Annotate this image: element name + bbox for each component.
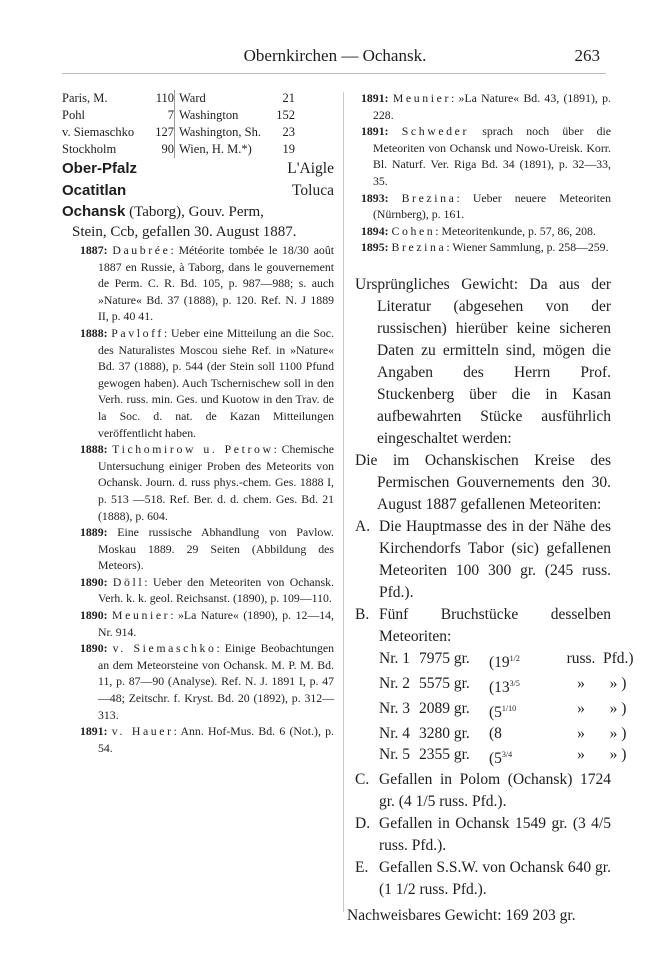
reference-author: Meunier [392,91,451,105]
entry-see: Toluca [292,182,334,199]
reference-text: Ann. Hof-Mus. Bd. 6 (Not.), p. 54. [98,724,334,755]
table-count: 152 [276,108,295,122]
reference-year: 1895: [361,240,392,255]
list-item [355,857,611,901]
running-title: Obernkirchen — Ochansk. [243,46,427,65]
reference-author: Daubrée [112,243,171,257]
fraction: 1/2 [509,653,520,663]
reference-year: 1893: [361,190,402,205]
table-name: Stockholm [62,142,117,156]
reference-text: Ueber neuere Meteoriten (Nürnberg), p. 161. [373,190,611,222]
unit: » ) [609,674,627,692]
table-count: 90 [161,142,174,156]
entry-ochansk [62,202,334,242]
fragment-row [379,648,634,673]
entry-description: Stein, Ccb, gefallen 30. August 1887. [72,224,297,240]
reference-author: Schweder [401,124,470,139]
unit: » [577,724,585,742]
reference-year: 1888: [80,442,113,457]
reference-year: 1891: [361,91,393,105]
reference-year: 1891: [80,724,112,739]
list-item [355,813,611,857]
reference-author: Tichomirow u. Petrow [112,442,274,457]
reference-entry: 1893: Brezina: Ueber neuere Meteoriten (Nürnberg), p. 161. [361,190,611,222]
table-name: Paris, M. [62,91,108,105]
fragment-weight: 5575 gr. [419,674,470,692]
unit: » [577,745,585,763]
fragment-row [379,698,627,723]
reference-text: Météorite tombée le 18/30 août 1887 en Russie, à Taborg, dans le gouvernement de Perm. C. R. Bd. 105, p. 987—988; s. auch »Nature« Bd. 37 (1888), p. 120. Ref. N. J 1889 II, p. 40 41. [98,243,334,324]
reference-text: Chemische Untersuchung einiger Proben des Meteorits von Ochansk. Journ. d. russ phys.-chem. Ges. 1888 I, p. 513 —518. Ref. Ber. d. d. chem. Ges. Bd. 21 (1888), p. 604. [98,442,334,523]
unit: » ) [609,745,627,763]
item-text: Gefallen in Polom (Ochansk) 1724 gr. (4 1/5 russ. Pfd.). [379,770,611,810]
table-name: Washington [179,108,239,122]
fragment-row [379,723,627,744]
fall-intro: Die im Ochanskischen Kreise des Permischen Gouvernements den 30. August 1887 gefallenen Meteoriten: [355,451,611,513]
list-item [355,604,611,648]
reference-author: Cohen [391,223,436,238]
fragment-weight: 2355 gr. [419,745,470,763]
collection-table [62,90,334,158]
left-column [62,90,334,756]
item-label: A. [355,517,371,535]
reference-entry: 1890: Meunier: »La Nature« (1890), p. 12—14, Nr. 914. [80,608,334,639]
fragment-pounds: ($5^{3/4}$ [489,749,513,767]
unit: russ. [566,649,596,667]
reference-author: Brezina [391,240,447,255]
fragment-number: Nr. 1 [379,649,410,667]
entry-ocatitlan [62,180,334,202]
header-rule [62,73,606,74]
reference-text: Ueber den Meteoriten von Ochansk. Verh. k. k. geol. Reichsanst. (1890), p. 109—110. [98,574,334,606]
reference-list [355,90,611,256]
list-item [355,516,611,604]
reference-entry [70,524,334,574]
reference-entry: 1888: Tichomirow u. Petrow: Chemische Untersuchung einiger Proben des Meteorits von Ochansk. Journ. d. russ phys.-chem. Ges. 1888 I, p. 513 —518. Ref. Ber. d. d. chem. Ges. Bd. 21 (1888), p. 604. [80,442,334,523]
fraction: 3/5 [509,678,520,688]
table-name: Ward [179,91,206,105]
reference-year: 1894: [361,223,392,238]
unit: Pfd.) [603,649,634,667]
weight-intro: Ursprüngliches Gewicht: Da aus der Literatur (abgesehen von der russischen) hierüber keine sicheren Daten zu ermitteln sind, mögen die Angaben des Herrn Prof. Stuckenberg über die in Kasan aufbewahrten Stücke ausführlich eingeschaltet werden: [355,275,611,447]
item-label: E. [355,858,369,876]
right-column [347,90,634,927]
fragment-pounds: ($19^{1/2}$ [489,653,520,671]
reference-year: 1888: [80,325,112,340]
reference-entry: 1891: Meunier: »La Nature« Bd. 43, (1891), p. 228. [361,91,611,122]
table-count: 23 [282,125,295,139]
reference-year: 1890: [80,608,113,623]
reference-list [62,242,334,756]
reference-text: Eine russische Abhandlung von Pavlow. Moskau 1889. 29 Seiten (Abbildung des Meteors). [98,525,334,573]
fragment-weight: 2089 gr. [419,699,470,717]
reference-author: Brezina [401,190,457,205]
reference-text: Ueber eine Mitteilung an die Soc. des Naturalistes Moscou siehe Ref. in »Nature« Bd. 37 (1888), p. 544 (der Stein soll 1100 Pfund gewogen haben). Auch Tschernischew soll in den Verh. russ. min. Ges. und Kuotow in den Trav. de la Soc. d. nat. de Kazan Mitteilungen veröffentlicht haben. [98,325,334,440]
entry-name: Ochansk [62,203,126,220]
reference-year: 1887: [80,243,113,257]
reference-author: Döll [112,574,145,589]
fraction: 3/4 [501,749,513,759]
reference-text: Wiener Sammlung, p. 258—259. [452,240,609,255]
item-text: Gefallen S.S.W. von Ochansk 640 gr. (1 1/2 russ. Pfd.). [379,858,611,898]
reference-entry: 1890: Döll: Ueber den Meteoriten von Ochansk. Verh. k. k. geol. Reichsanst. (1890), p. 109—110. [80,574,334,606]
entry-ober-pfalz [62,158,334,180]
reference-year: 1890: [80,574,113,589]
unit: » [577,699,585,717]
reference-author: v. Siemaschko [112,641,217,656]
entry-see: L'Aigle [287,160,334,177]
table-name: Wien, H. M.*) [179,142,252,156]
fragment-weight: 3280 gr. [419,724,470,742]
reference-entry: 1891: v. Hauer: Ann. Hof-Mus. Bd. 6 (Not.), p. 54. [80,724,334,755]
reference-author: Meunier [112,608,171,623]
fragment-number: Nr. 4 [379,724,410,742]
fragment-weight: 7975 gr. [419,649,470,667]
reference-entry [355,123,611,189]
reference-year: 1891: [361,124,402,139]
unit: » ) [609,699,627,717]
reference-year: 1889: [80,525,118,540]
reference-entry: 1894: Cohen: Meteoritenkunde, p. 57, 86, 208. [361,223,596,238]
page-number: 263 [574,46,600,65]
table-count: 127 [155,125,174,139]
item-label: D. [355,814,371,832]
fragment-number: Nr. 2 [379,674,410,692]
reference-year: 1890: [80,641,113,656]
item-text: Die Hauptmasse des in der Nähe des Kirchendorfs Tabor (sic) gefallenen Meteoriten 100 300 gr. (245 russ. Pfd.). [379,517,611,601]
item-label: C. [355,770,370,788]
reference-text: »La Nature« Bd. 43, (1891), p. 228. [373,91,611,122]
table-name: Washington, Sh. [179,125,261,139]
page-header [60,44,610,68]
reference-text: sprach noch über die Meteoriten von Ochansk und Nowo-Ureisk. Korr. Bl. Naturf. Ver. Riga Bd. 34 (1891), p. 32—33, 35. [373,124,611,188]
table-name: Pohl [62,108,85,122]
total-weight: Nachweisbares Gewicht: 169 203 gr. [347,906,576,924]
table-count: 7 [167,108,174,122]
item-list [355,516,611,648]
fragment-pounds: (8 [489,724,502,742]
item-label: B. [355,605,370,623]
entry-name: Ober-Pfalz [62,160,138,177]
item-text: Gefallen in Ochansk 1549 gr. (3 4/5 russ. Pfd.). [379,814,611,854]
fragment-number: Nr. 3 [379,699,410,717]
unit: » [577,674,585,692]
fragment-number: Nr. 5 [379,745,410,763]
reference-entry: 1895: Brezina: Wiener Sammlung, p. 258—259. [361,240,609,255]
table-count: 110 [155,91,174,105]
item-list [355,769,611,901]
fragment-row [379,673,627,698]
entry-location: (Taborg), Gouv. Perm, [125,204,264,220]
reference-author: Pavloff [111,325,164,340]
table-name: v. Siemaschko [62,125,135,139]
item-text: Fünf Bruchstücke desselben Meteoriten: [379,605,611,645]
fraction: 1/10 [501,703,517,713]
reference-entry: 1887: Daubrée: Météorite tombée le 18/30 août 1887 en Russie, à Taborg, dans le gouvernement de Perm. C. R. Bd. 105, p. 987—988; s. auch »Nature« Bd. 37 (1888), p. 120. Ref. N. J 1889 II, p. 40 41. [80,243,334,324]
fragment-row [379,744,627,769]
fragment-pounds: ($13^{3/5}$ [489,678,520,696]
reference-text: Einige Beobachtungen an dem Meteorsteine von Ochansk. M. P. M. Bd. 11, p. 87—90 (Analyse). Ref. N. J. 1891 I, p. 47—48; Zeitschr. f. Kryst. Bd. 20 (1892), p. 312—313. [98,641,334,722]
fragment-pounds: ($5^{1/10}$ [489,703,517,721]
fragment-list [355,648,634,769]
column-divider [343,92,344,912]
table-count: 19 [282,142,295,156]
reference-entry: 1888: Pavloff: Ueber eine Mitteilung an die Soc. des Naturalistes Moscou siehe Ref. in »Nature« Bd. 37 (1888), p. 544 (der Stein soll 1100 Pfund gewogen haben). Auch Tschernischew soll in den Verh. russ. min. Ges. und Kuotow in den Trav. de la Soc. d. nat. de Kazan Mitteilungen veröffentlicht haben. [80,325,334,440]
unit: » ) [609,724,627,742]
reference-text: Meteoritenkunde, p. 57, 86, 208. [441,223,596,238]
entry-name: Ocatitlan [62,182,127,199]
reference-text: »La Nature« (1890), p. 12—14, Nr. 914. [98,608,334,639]
reference-entry: 1890: v. Siemaschko: Einige Beobachtungen an dem Meteorsteine von Ochansk. M. P. M. Bd. 11, p. 87—90 (Analyse). Ref. N. J. 1891 I, p. 47—48; Zeitschr. f. Kryst. Bd. 20 (1892), p. 312—313. [80,641,334,722]
reference-author: v. Hauer [111,724,174,739]
table-count: 21 [282,91,295,105]
list-item [355,769,611,813]
